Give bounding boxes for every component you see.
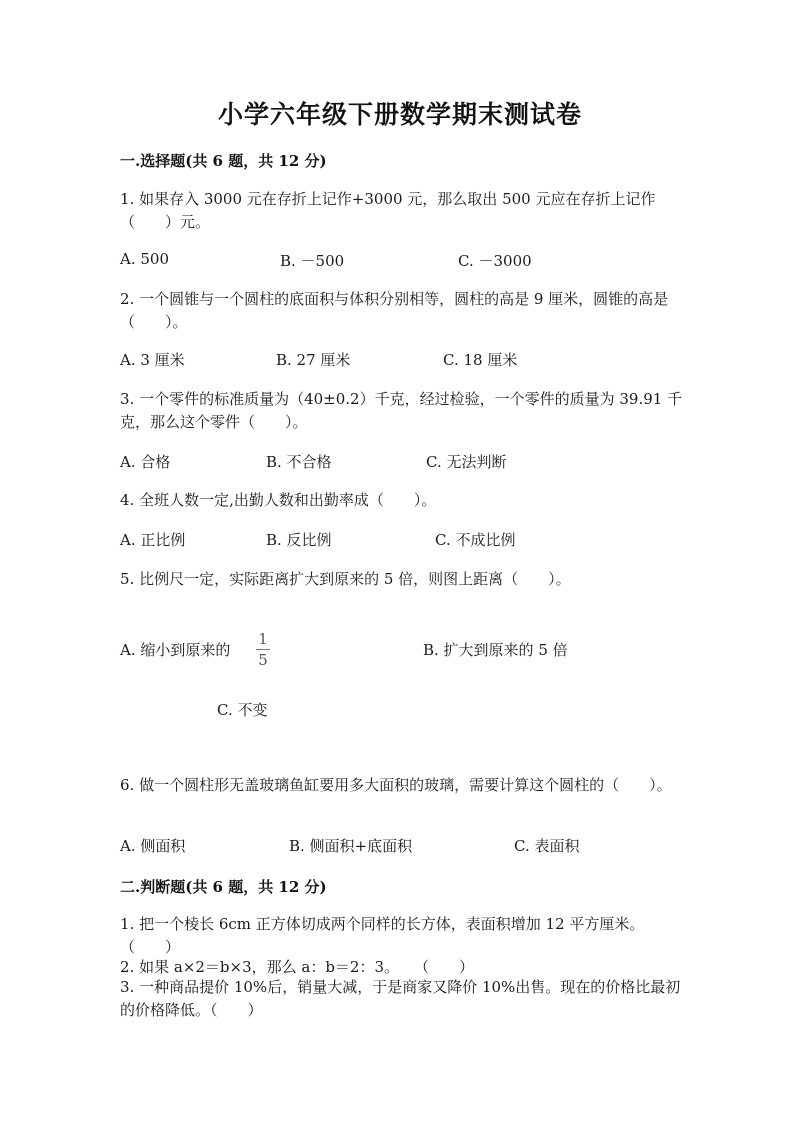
judge-question-1-text: 1. 把一个棱长 6cm 正方体切成两个同样的长方体，表面积增加 12 平方厘米。（ ） — [120, 915, 645, 956]
section-heading-judge: 二.判断题(共 6 题，共 12 分) — [120, 878, 327, 896]
question-4-text: 4. 全班人数一定,出勤人数和出勤率成（ ）。 — [120, 491, 437, 509]
question-1-option-a: A. 500 — [120, 250, 169, 268]
question-2-option-b: B. 27 厘米 — [276, 351, 351, 369]
question-4-option-a: A. 正比例 — [120, 531, 186, 549]
page-title: 小学六年级下册数学期末测试卷 — [217, 100, 582, 129]
question-6-text: 6. 做一个圆柱形无盖玻璃鱼缸要用多大面积的玻璃，需要计算这个圆柱的（ ）。 — [120, 776, 672, 794]
question-6-option-b: B. 侧面积+底面积 — [289, 837, 413, 855]
question-5-text: 5. 比例尺一定，实际距离扩大到原来的 5 倍，则图上距离（ ）。 — [120, 570, 571, 588]
question-3-option-c: C. 无法判断 — [426, 453, 507, 471]
question-5-option-c: C. 不变 — [217, 701, 268, 719]
question-3-option-b: B. 不合格 — [266, 453, 332, 471]
question-4-option-b: B. 反比例 — [266, 531, 332, 549]
judge-question-2-text: 2. 如果 a×2＝b×3，那么 a：b＝2：3。 （ ） — [120, 958, 475, 976]
question-6-option-c: C. 表面积 — [514, 837, 580, 855]
question-6-option-a: A. 侧面积 — [120, 837, 186, 855]
question-5-option-b: B. 扩大到原来的 5 倍 — [423, 641, 568, 659]
question-1-text: 1. 如果存入 3000 元在存折上记作+3000 元，那么取出 500 元应在存折上记作（ ）元。 — [120, 190, 656, 231]
fraction-bar — [256, 649, 270, 650]
fraction-denominator: 5 — [258, 651, 268, 669]
judge-question-3-text: 3. 一种商品提价 10%后，销量大减，于是商家又降价 10%出售。现在的价格比最初的价格降低。（ ） — [120, 978, 681, 1019]
question-1-option-b: B. －500 — [280, 252, 345, 270]
fraction-numerator: 1 — [258, 630, 268, 648]
question-5-option-a: A. 缩小到原来的 — [120, 641, 231, 659]
fraction-one-fifth — [252, 630, 274, 669]
question-3-option-a: A. 合格 — [120, 453, 171, 471]
question-2-option-c: C. 18 厘米 — [443, 351, 518, 369]
section-heading-choice: 一.选择题(共 6 题，共 12 分) — [120, 152, 327, 170]
question-1-option-c: C. －3000 — [458, 252, 532, 270]
question-4-option-c: C. 不成比例 — [435, 531, 516, 549]
question-3-text: 3. 一个零件的标准质量为（40±0.2）千克，经过检验，一个零件的质量为 39.91 千克，那么这个零件（ ）。 — [120, 390, 683, 431]
question-2-text: 2. 一个圆锥与一个圆柱的底面积与体积分别相等，圆柱的高是 9 厘米，圆锥的高是（ ）。 — [120, 290, 669, 331]
question-2-option-a: A. 3 厘米 — [120, 351, 185, 369]
